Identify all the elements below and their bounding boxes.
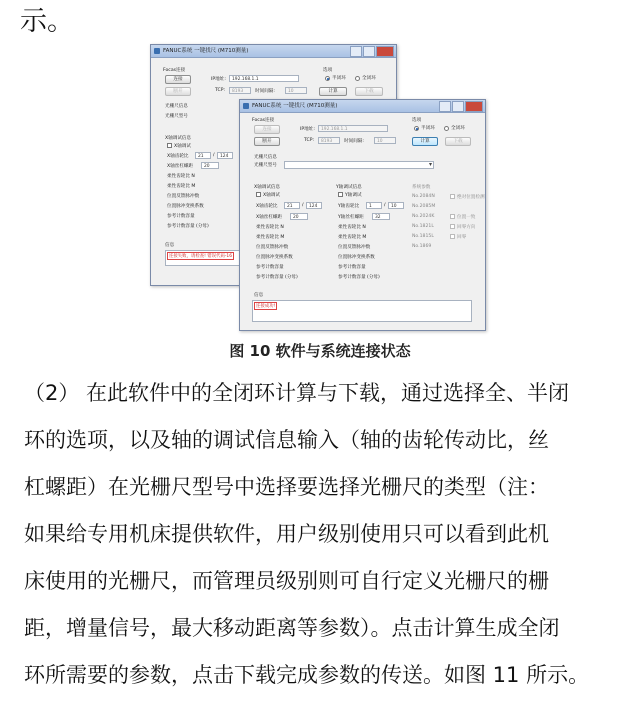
paragraph-line: 床使用的光栅尺，而管理员级别则可自行定义光栅尺的栅	[24, 569, 549, 593]
window-front-titlebar	[240, 100, 485, 113]
window-back-title: FANUC系统 一键找尺 (M710测量)	[163, 48, 249, 54]
sys-check-label: 回零方向	[457, 225, 476, 230]
radio-full-label: 全闭环	[362, 76, 376, 81]
download-button[interactable]: 下载	[355, 87, 383, 96]
gear-b-input[interactable]: 124	[217, 152, 233, 159]
row-label: 位置脉冲变换系数	[167, 204, 204, 209]
window-front-title: FANUC系统 一键找尺 (M710测量)	[252, 103, 338, 109]
y-row-label: 参考计数容量 (分母)	[338, 275, 380, 280]
paragraph-line: 杠螺距）在光栅尺型号中选择要选择光栅尺的类型（注：	[24, 475, 549, 499]
ip-label: IP地址:	[211, 77, 226, 82]
ip-label: IP地址:	[300, 127, 315, 132]
timeout-label: 时间间隔:	[255, 89, 275, 94]
x-pitch-label: X轴丝杠螺距	[256, 215, 283, 220]
timeout-input[interactable]: 10	[285, 87, 307, 94]
x-axis-checkbox[interactable]	[256, 192, 261, 197]
tcp-label: TCP:	[215, 88, 226, 93]
figure-screenshot	[150, 44, 490, 334]
y-axis-group-title: Y轴调试信息	[336, 185, 362, 190]
y-gear-label: Y轴齿轮比	[338, 204, 360, 209]
y-gear-a-input[interactable]: 1	[366, 202, 382, 209]
sys-check[interactable]	[450, 214, 455, 219]
x-row-label: 参考计数容量	[256, 265, 284, 270]
tcp-label: TCP:	[304, 138, 315, 143]
status-box	[165, 250, 243, 266]
maximize-icon[interactable]	[363, 46, 375, 57]
y-gear-b-input[interactable]: 10	[388, 202, 404, 209]
gear-a-input[interactable]: 21	[195, 152, 211, 159]
radio-half-closed[interactable]	[325, 76, 330, 81]
y-row-label: 参考计数容量	[338, 265, 366, 270]
y-axis-enable-label: Y轴调试	[345, 193, 362, 198]
x-row-label: 参考计数容量 (分母)	[256, 275, 298, 280]
gear-slash: /	[384, 203, 386, 208]
x-axis-group-title: X轴调试信息	[254, 185, 281, 190]
x-gear-label: X轴齿轮比	[256, 204, 278, 209]
timeout-label: 时间间隔:	[344, 139, 364, 144]
radio-half-closed[interactable]	[414, 126, 419, 131]
sys-param-row: No.1815L	[412, 234, 434, 239]
paragraph-line: 距，增量信号，最大移动距离等参数）。点击计算生成全闭	[24, 616, 560, 640]
y-row-label: 位置反馈脉冲数	[338, 245, 371, 250]
x-axis-enable-label: X轴调试	[174, 144, 191, 149]
x-axis-info-label: X轴调试信息	[165, 136, 192, 141]
minimize-icon[interactable]	[350, 46, 362, 57]
sys-param-row: No.1869	[412, 244, 432, 249]
status-message: 连接失败，请检查! 错误代码-16	[169, 254, 233, 259]
sys-check[interactable]	[450, 234, 455, 239]
download-button[interactable]: 下载	[445, 137, 471, 146]
ip-input[interactable]: 192.168.1.1	[318, 125, 388, 132]
top-text: 示。	[20, 6, 74, 37]
ip-input[interactable]: 192.168.1.1	[229, 75, 299, 82]
sys-param-row: No.2084N	[412, 194, 435, 199]
status-message: 连接成功!	[256, 304, 276, 309]
sys-param-row: No.2024K	[412, 214, 435, 219]
sys-check-label: 位置一致	[457, 215, 476, 220]
y-pitch-label: Y轴丝杠螺距	[338, 215, 364, 220]
gear-slash: /	[213, 153, 215, 158]
paragraph-line: （2） 在此软件中的全闭环计算与下载，通过选择全、半闭	[24, 381, 570, 405]
close-icon[interactable]	[376, 46, 394, 57]
radio-full-closed[interactable]	[444, 126, 449, 131]
x-row-label: 位置脉冲变换系数	[256, 255, 293, 260]
calc-button[interactable]: 计算	[412, 137, 438, 146]
row-label: 柔性齿轮比 N	[167, 174, 195, 179]
y-row-label: 位置脉冲变换系数	[338, 255, 375, 260]
info-label: 信息	[165, 243, 175, 248]
window-front	[239, 99, 486, 331]
sys-check[interactable]	[450, 224, 455, 229]
x-axis-enable-label: X轴调试	[263, 193, 280, 198]
row-label: 参考计数容量	[167, 214, 195, 219]
maximize-icon[interactable]	[452, 101, 464, 112]
x-pitch-input[interactable]: 20	[290, 213, 308, 220]
scale-section-label: 光栅尺信息	[254, 155, 277, 160]
gear-slash: /	[302, 203, 304, 208]
x-row-label: 柔性齿轮比 N	[256, 225, 284, 230]
sys-check-label: 绝对位置检测	[457, 195, 485, 200]
figure-caption: 图 10 软件与系统连接状态	[229, 342, 411, 360]
x-row-label: 柔性齿轮比 M	[256, 235, 285, 240]
radio-full-label: 全闭环	[451, 126, 465, 131]
y-axis-checkbox[interactable]	[338, 192, 343, 197]
x-gear-b-input[interactable]: 124	[306, 202, 322, 209]
x-row-label: 位置反馈脉冲数	[256, 245, 289, 250]
close-icon[interactable]	[465, 101, 483, 112]
options-label: 选项	[323, 68, 333, 73]
radio-full-closed[interactable]	[355, 76, 360, 81]
scale-model-label: 光栅尺型号	[254, 163, 277, 168]
row-label: 柔性齿轮比 M	[167, 184, 196, 189]
window-back-titlebar	[151, 45, 396, 58]
paragraph-line: 环所需要的参数，点击下载完成参数的传送。如图 11 所示。	[24, 663, 590, 687]
radio-half-label: 半闭环	[421, 126, 435, 131]
status-box	[252, 300, 472, 322]
sys-param-row: No.2085M	[412, 204, 436, 209]
pitch-input[interactable]: 20	[201, 162, 219, 169]
paragraph-line: 环的选项，以及轴的调试信息输入（轴的齿轮传动比，丝	[24, 428, 549, 452]
sys-param-row: No.1821L	[412, 224, 434, 229]
sys-check[interactable]	[450, 194, 455, 199]
y-pitch-input[interactable]: 32	[372, 213, 390, 220]
sys-params-title: 系统参数	[412, 185, 431, 190]
body-paragraph	[24, 370, 624, 699]
paragraph-line: 如果给专用机床提供软件，用户级别使用只可以看到此机	[24, 522, 549, 546]
focas-label: Focas连接	[252, 118, 275, 123]
scale-model-label: 光栅尺型号	[165, 114, 188, 119]
pitch-label: X轴丝杠螺距	[167, 164, 194, 169]
x-axis-checkbox[interactable]	[167, 143, 172, 148]
x-gear-a-input[interactable]: 21	[284, 202, 300, 209]
options-label: 选项	[412, 118, 422, 123]
calc-button[interactable]: 计算	[319, 87, 347, 96]
scale-model-select[interactable]	[284, 161, 434, 169]
connect-button[interactable]: 连接	[165, 75, 191, 84]
timeout-input[interactable]: 10	[374, 137, 396, 144]
row-label: 参考计数容量 (分母)	[167, 224, 209, 229]
y-row-label: 柔性齿轮比 M	[338, 235, 367, 240]
disconnect-button[interactable]: 断开	[165, 87, 191, 96]
app-icon	[154, 48, 160, 54]
connect-button[interactable]: 连接	[254, 125, 280, 134]
gear-ratio-label: X轴齿轮比	[167, 154, 189, 159]
info-label: 信息	[254, 293, 264, 298]
disconnect-button[interactable]: 断开	[254, 137, 280, 146]
tcp-input[interactable]: 8193	[318, 137, 340, 144]
tcp-input[interactable]: 8193	[229, 87, 251, 94]
minimize-icon[interactable]	[439, 101, 451, 112]
row-label: 位置反馈脉冲数	[167, 194, 200, 199]
scale-section-label: 光栅尺信息	[165, 104, 188, 109]
y-row-label: 柔性齿轮比 N	[338, 225, 366, 230]
sys-check-label: 回零	[457, 235, 467, 240]
app-icon	[243, 103, 249, 109]
focas-label: Focas连接	[163, 68, 186, 73]
radio-half-label: 半闭环	[332, 76, 346, 81]
